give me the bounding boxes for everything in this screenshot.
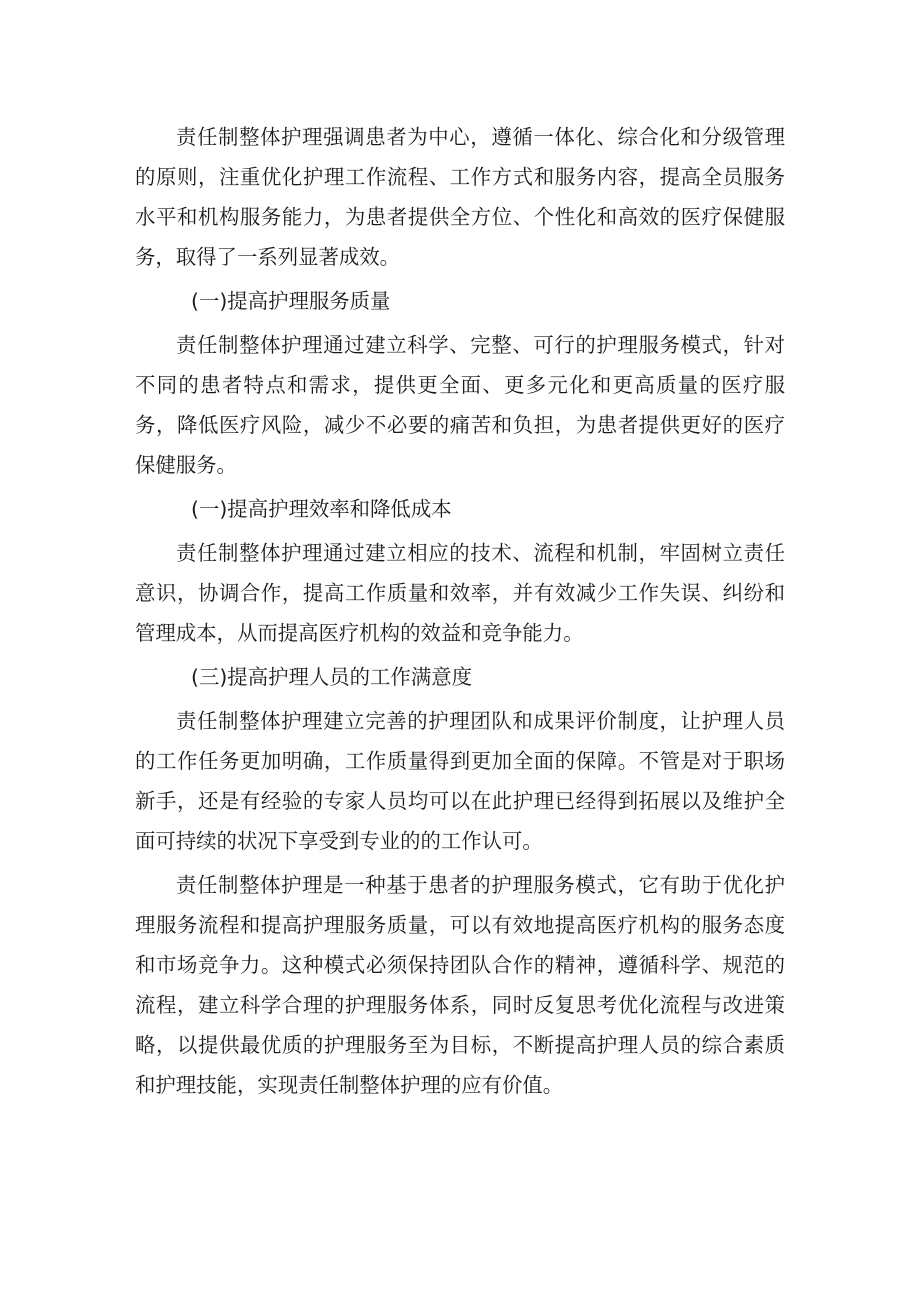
conclusion-paragraph: 责任制整体护理是一种基于患者的护理服务模式，它有助于优化护理服务流程和提高护理服务质量，可以有效地提高医疗机构的服务态度和市场竞争力。这种模式必须保持团队合作的精神，遵循科学、规范的流程，建立科学合理的护理服务体系，同时反复思考优化流程与改进策略，以提供最优质的护理服务至为目标，不断提高护理人员的综合素质和护理技能，实现责任制整体护理的应有价值。 [135,873,785,1097]
document-body [135,117,785,1105]
efficiency-cost-paragraph: 责任制整体护理通过建立相应的技术、流程和机制，牢固树立责任意识，协调合作，提高工作质量和效率，并有效减少工作失误、纠纷和管理成本，从而提高医疗机构的效益和竞争能力。 [135,541,785,645]
section-heading-staff-satisfaction: (三)提高护理人员的工作满意度 [191,665,472,689]
section-heading-efficiency-cost: (一)提高护理效率和降低成本 [191,497,452,521]
section-heading-service-quality: (一)提高护理服务质量 [191,289,391,313]
staff-satisfaction-paragraph: 责任制整体护理建立完善的护理团队和成果评价制度，让护理人员的工作任务更加明确，工作质量得到更加全面的保障。不管是对于职场新手，还是有经验的专家人员均可以在此护理已经得到拓展以及维护全面可持续的状况下享受到专业的的工作认可。 [135,709,785,853]
service-quality-paragraph: 责任制整体护理通过建立科学、完整、可行的护理服务模式，针对不同的患者特点和需求，提供更全面、更多元化和更高质量的医疗服务，降低医疗风险，减少不必要的痛苦和负担，为患者提供更好的医疗保健服务。 [135,333,785,477]
intro-paragraph: 责任制整体护理强调患者为中心，遵循一体化、综合化和分级管理的原则，注重优化护理工作流程、工作方式和服务内容，提高全员服务水平和机构服务能力，为患者提供全方位、个性化和高效的医疗保健服务，取得了一系列显著成效。 [135,125,785,269]
